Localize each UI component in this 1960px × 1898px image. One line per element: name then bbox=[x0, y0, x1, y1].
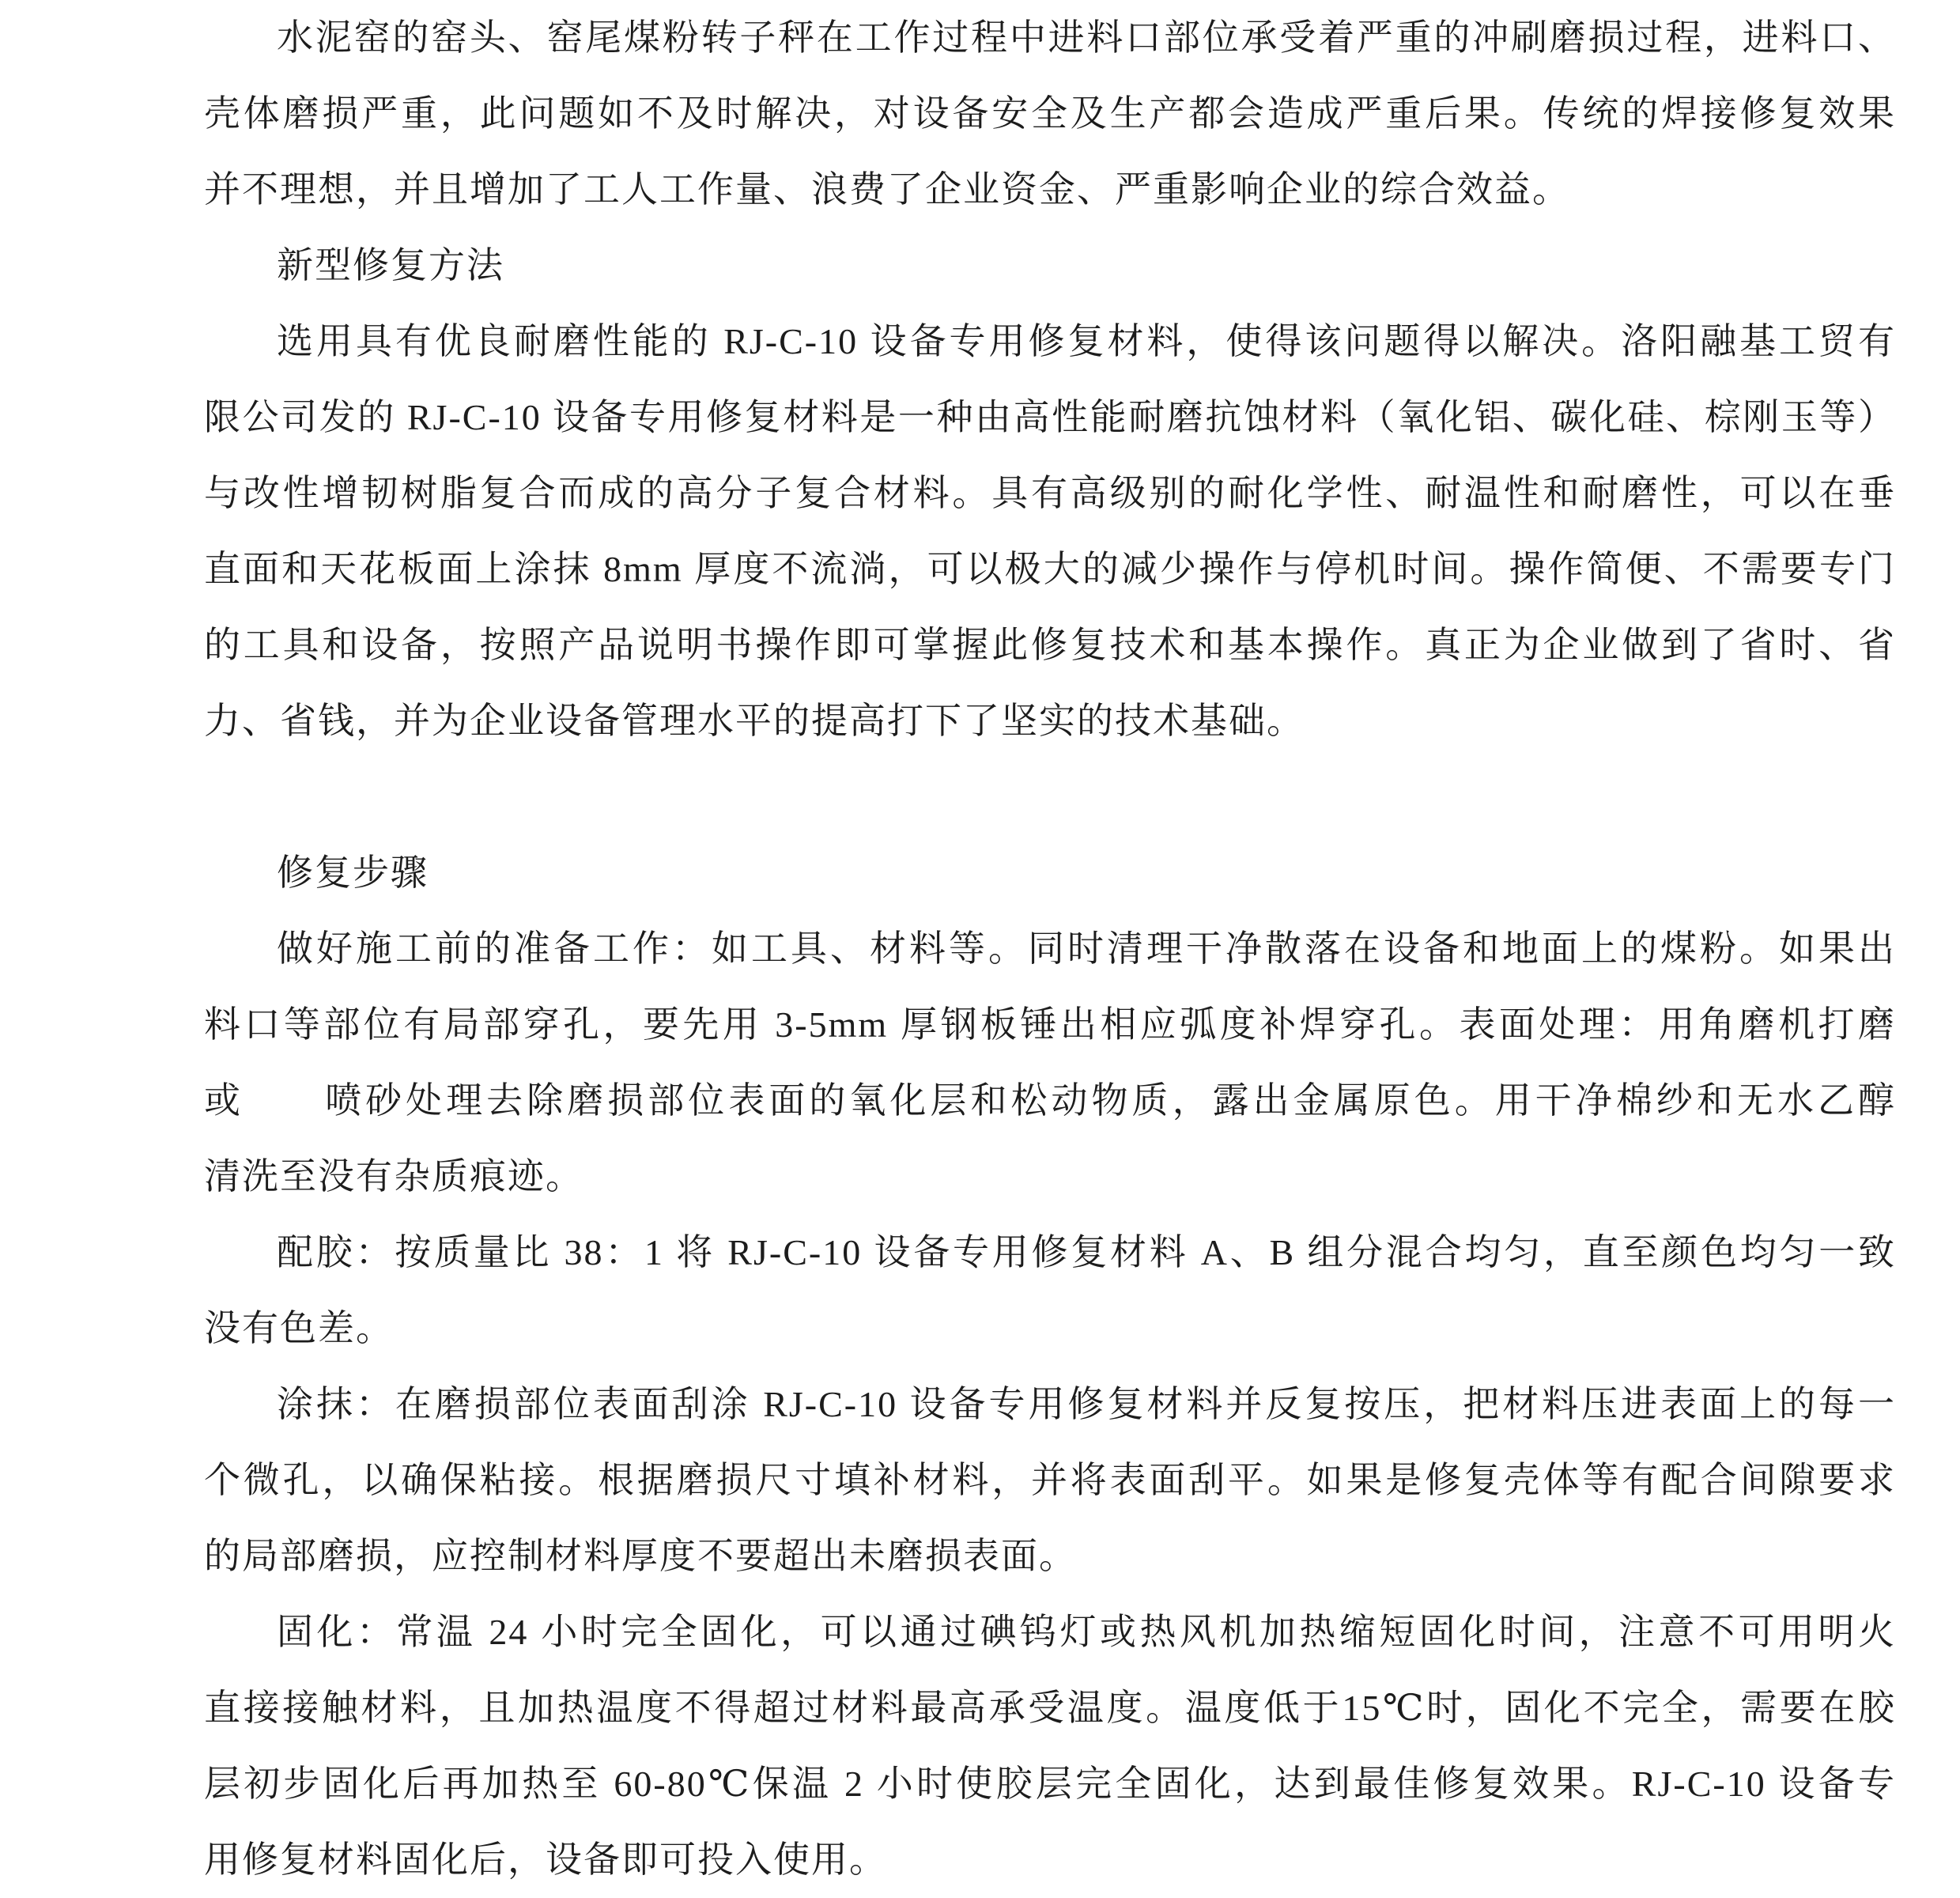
body-line: 层初步固化后再加热至 60-80℃保温 2 小时使胶层完全固化，达到最佳修复效果。RJ-C-10 设备专 bbox=[204, 1764, 1896, 1804]
body-line: 壳体磨损严重，此问题如不及时解决，对设备安全及生产都会造成严重后果。传统的焊接修复效果 bbox=[204, 93, 1896, 134]
body-line: 配胶：按质量比 38：1 将 RJ-C-10 设备专用修复材料 A、B 组分混合均匀，直至颜色均匀一致 bbox=[277, 1232, 1896, 1272]
heading-line: 修复步骤 bbox=[277, 853, 429, 893]
body-line: 与改性增韧树脂复合而成的高分子复合材料。具有高级别的耐化学性、耐温性和耐磨性，可以在垂 bbox=[204, 473, 1896, 513]
body-line: 做好施工前的准备工作：如工具、材料等。同时清理干净散落在设备和地面上的煤粉。如果出 bbox=[277, 928, 1896, 969]
body-line: 料口等部位有局部穿孔，要先用 3-5mm 厚钢板锤出相应弧度补焊穿孔。表面处理：用角磨机打磨 bbox=[204, 1004, 1896, 1045]
body-line: 力、省钱，并为企业设备管理水平的提高打下了坚实的技术基础。 bbox=[204, 701, 1305, 741]
body-line: 并不理想，并且增加了工人工作量、浪费了企业资金、严重影响企业的综合效益。 bbox=[204, 169, 1570, 210]
body-line: 固化：常温 24 小时完全固化，可以通过碘钨灯或热风机加热缩短固化时间，注意不可用明火 bbox=[277, 1612, 1896, 1652]
body-line: 个微孔，以确保粘接。根据磨损尺寸填补材料，并将表面刮平。如果是修复壳体等有配合间隙要求 bbox=[204, 1460, 1896, 1500]
body-line: 的工具和设备，按照产品说明书操作即可掌握此修复技术和基本操作。真正为企业做到了省时、省 bbox=[204, 625, 1896, 665]
body-line: 限公司发的 RJ-C-10 设备专用修复材料是一种由高性能耐磨抗蚀材料（氧化铝、碳化硅、棕刚玉等） bbox=[204, 397, 1896, 437]
body-line: 水泥窑的窑头、窑尾煤粉转子秤在工作过程中进料口部位承受着严重的冲刷磨损过程，进料口、 bbox=[277, 17, 1896, 58]
document-text-block bbox=[204, 0, 1896, 1898]
body-line: 没有色差。 bbox=[204, 1308, 394, 1348]
body-line: 直面和天花板面上涂抹 8mm 厚度不流淌，可以极大的减少操作与停机时间。操作简便、不需要专门 bbox=[204, 549, 1896, 589]
blank-line bbox=[204, 759, 1896, 835]
heading-line: 新型修复方法 bbox=[277, 245, 504, 285]
body-line: 的局部磨损，应控制材料厚度不要超出未磨损表面。 bbox=[204, 1536, 1077, 1576]
body-line: 涂抹：在磨损部位表面刮涂 RJ-C-10 设备专用修复材料并反复按压，把材料压进表面上的每一 bbox=[277, 1384, 1896, 1424]
body-line: 直接接触材料，且加热温度不得超过材料最高承受温度。温度低于15℃时，固化不完全，需要在胶 bbox=[204, 1688, 1896, 1728]
body-line: 或 喷砂处理去除磨损部位表面的氧化层和松动物质，露出金属原色。用干净棉纱和无水乙醇 bbox=[204, 1080, 1896, 1121]
body-line: 选用具有优良耐磨性能的 RJ-C-10 设备专用修复材料，使得该问题得以解决。洛阳融基工贸有 bbox=[277, 321, 1896, 361]
body-line: 用修复材料固化后，设备即可投入使用。 bbox=[204, 1839, 887, 1880]
body-line: 清洗至没有杂质痕迹。 bbox=[204, 1156, 583, 1197]
